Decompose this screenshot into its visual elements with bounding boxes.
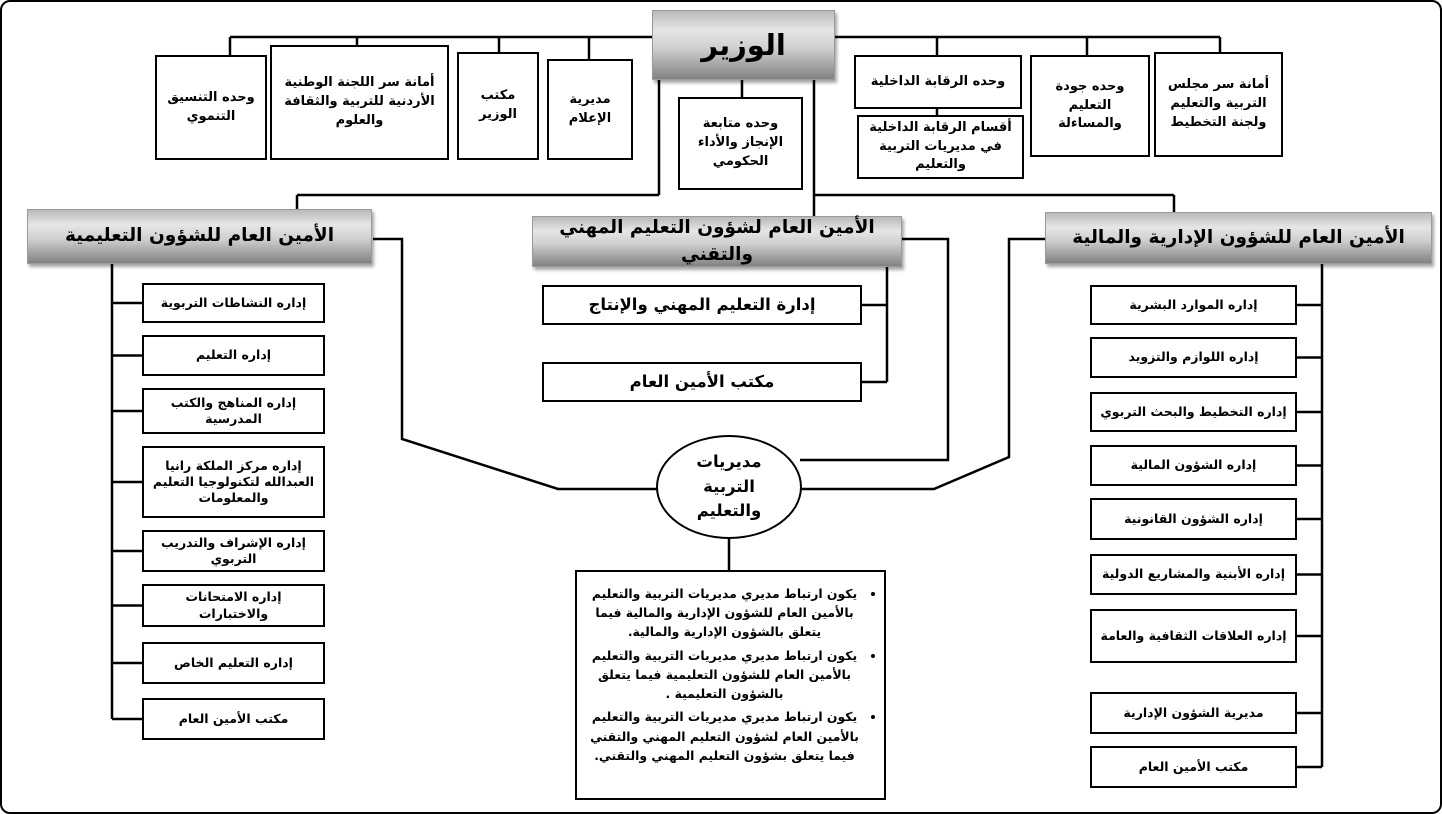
note-item: • يكون ارتباط مديري مديريات التربية والتعليم بالأمين العام لشؤون التعليم المهني والتقني فيما يتعلق بشؤون التعليم المهني والتقني. — [589, 707, 860, 765]
unit-development-coordination: وحده التنسيق التنموي — [155, 55, 267, 160]
unit-internal-control: وحده الرقابة الداخلية — [854, 55, 1022, 109]
dept-human-resources: إداره الموارد البشرية — [1090, 285, 1297, 325]
dept-educational-activities: إداره النشاطات التربوية — [142, 283, 325, 323]
dept-financial-affairs: إداره الشؤون المالية — [1090, 445, 1297, 486]
unit-media-directorate: مديرية الإعلام — [547, 59, 633, 160]
unit-education-quality: وحده جودة التعليم والمساءلة — [1030, 55, 1150, 157]
notes-box — [575, 570, 886, 800]
field-directorates-ellipse: مديريات التربية والتعليم — [656, 435, 802, 539]
dept-legal-affairs: إداره الشؤون القانونية — [1090, 498, 1297, 540]
notes-list — [585, 584, 876, 765]
dept-sg-office-vocational: مكتب الأمين العام — [542, 362, 862, 402]
dept-planning-research: إداره التخطيط والبحث التربوي — [1090, 392, 1297, 432]
dept-administrative-affairs: مديرية الشؤون الإدارية — [1090, 692, 1297, 734]
dept-queen-rania-center: إداره مركز الملكة رانيا العبدالله لتكنولوجيا التعليم والمعلومات — [142, 446, 325, 518]
dept-supervision-training: إداره الإشراف والتدريب التربوي — [142, 530, 325, 572]
unit-national-committee-secretariat: أمانة سر اللجنة الوطنية الأردنية للتربية والثقافة والعلوم — [270, 45, 449, 160]
dept-cultural-public-relations: إداره العلاقات الثقافية والعامة — [1090, 609, 1297, 663]
note-item: • يكون ارتباط مديري مديريات التربية والتعليم بالأمين العام للشؤون الإدارية والمالية فيما يتعلق بالشؤون الإدارية والمالية. — [589, 584, 860, 642]
dept-supplies-provision: إداره اللوازم والتزويد — [1090, 337, 1297, 378]
dept-private-education: إداره التعليم الخاص — [142, 642, 325, 684]
dept-sg-office-administrative: مكتب الأمين العام — [1090, 746, 1297, 788]
dept-vocational-education-production: إدارة التعليم المهني والإنتاج — [542, 285, 862, 325]
dept-curricula-textbooks: إداره المناهج والكتب المدرسية — [142, 388, 325, 434]
unit-council-secretariat: أمانة سر مجلس التربية والتعليم ولجنة التخطيط — [1154, 52, 1283, 157]
unit-achievement-follow-up: وحده متابعة الإنجاز والأداء الحكومي — [678, 97, 803, 190]
sg-educational-affairs: الأمين العام للشؤون التعليمية — [27, 209, 372, 264]
dept-education: إداره التعليم — [142, 335, 325, 376]
minister-box: الوزير — [652, 10, 835, 80]
sg-administrative-financial: الأمين العام للشؤون الإدارية والمالية — [1045, 212, 1432, 264]
unit-internal-control-sections: أقسام الرقابة الداخلية في مديريات التربية والتعليم — [857, 115, 1024, 179]
unit-minister-office: مكتب الوزير — [457, 52, 539, 160]
dept-buildings-international-projects: إداره الأبنية والمشاريع الدولية — [1090, 554, 1297, 595]
dept-examinations-tests: إداره الامتحانات والاختبارات — [142, 584, 325, 627]
note-item: • يكون ارتباط مديري مديريات التربية والتعليم بالأمين العام للشؤون التعليمية فيما يتعلق بالشؤون التعليمية . — [589, 646, 860, 704]
sg-vocational-technical: الأمين العام لشؤون التعليم المهني والتقني — [532, 216, 902, 267]
dept-sg-office-educational: مكتب الأمين العام — [142, 698, 325, 740]
